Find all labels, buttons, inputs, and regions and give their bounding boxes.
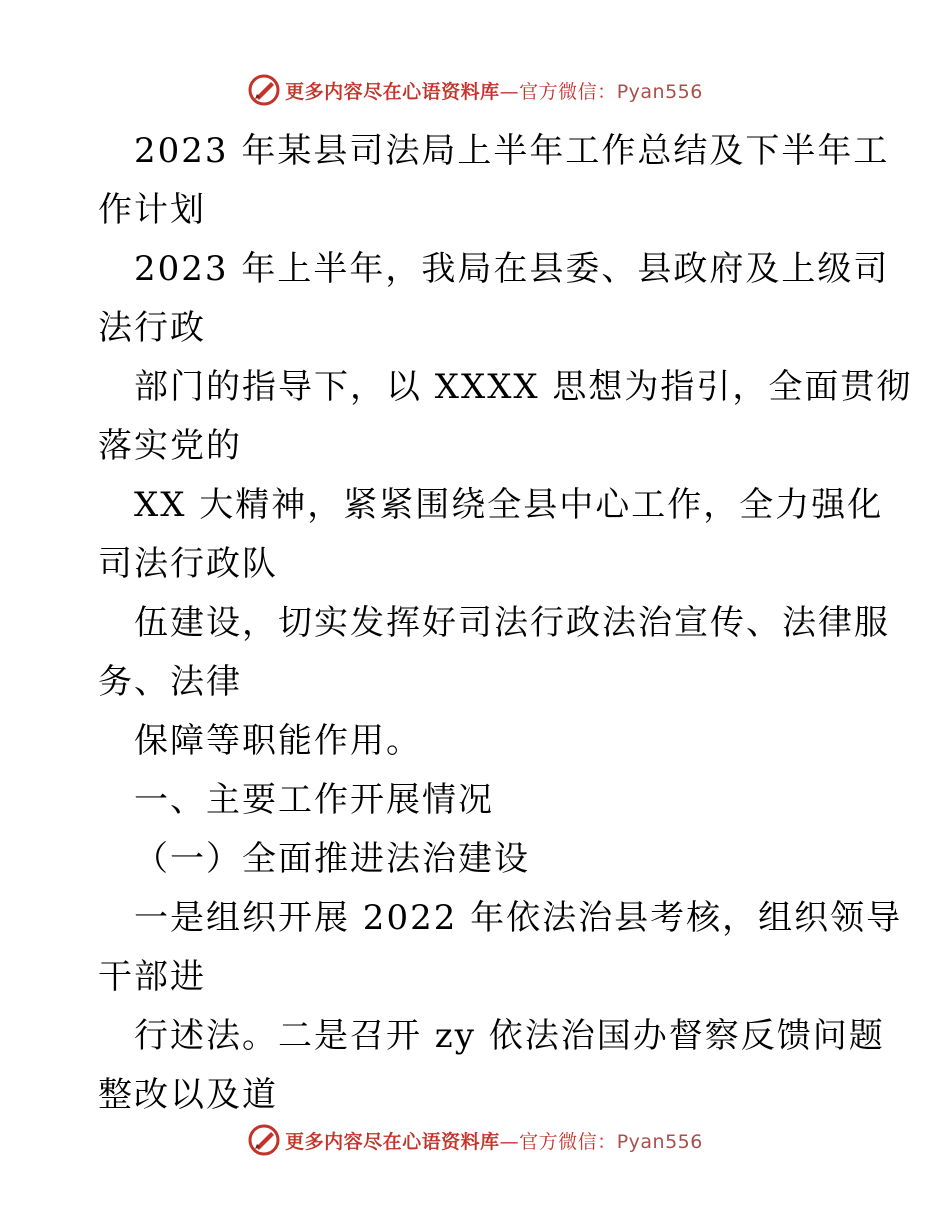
banner-wechat-label: —官方微信： <box>499 80 617 103</box>
doc-line: 干部进 <box>98 957 206 997</box>
doc-line: 2023 年某县司法局上半年工作总结及下半年工 <box>134 131 890 171</box>
banner-wechat-id: Pyan556 <box>616 80 703 103</box>
banner-wechat-id: Pyan556 <box>616 1130 703 1153</box>
document-body <box>98 122 913 1125</box>
doc-line: 2023 年上半年，我局在县委、县政府及上级司 <box>134 249 890 289</box>
doc-line: 落实党的 <box>98 426 242 466</box>
doc-line: 司法行政队 <box>98 544 278 584</box>
banner-library-text: 更多内容尽在心语资料库 <box>285 80 500 103</box>
doc-line: 作计划 <box>98 190 206 230</box>
subsection-heading: （一）全面推进法治建设 <box>134 839 530 879</box>
banner-library-text: 更多内容尽在心语资料库 <box>285 1130 500 1153</box>
doc-line: 务、法律 <box>98 662 242 702</box>
doc-line: 部门的指导下，以 XXXX 思想为指引，全面贯彻 <box>134 367 913 407</box>
footer-banner <box>0 1120 950 1160</box>
doc-line: 法行政 <box>98 308 206 348</box>
pen-logo-icon <box>247 73 281 107</box>
pen-logo-icon <box>247 1123 281 1157</box>
doc-line: 一是组织开展 2022 年依法治县考核，组织领导 <box>134 898 903 938</box>
doc-line: XX 大精神，紧紧围绕全县中心工作，全力强化 <box>134 485 884 525</box>
doc-line: 行述法。二是召开 zy 依法治国办督察反馈问题 <box>134 1016 885 1056</box>
section-heading: 一、主要工作开展情况 <box>134 780 494 820</box>
doc-line: 整改以及道 <box>98 1075 278 1115</box>
header-banner <box>0 70 950 110</box>
banner-wechat-label: —官方微信： <box>499 1130 617 1153</box>
doc-line: 保障等职能作用。 <box>134 721 422 761</box>
banner-text <box>285 77 703 104</box>
doc-line: 伍建设，切实发挥好司法行政法治宣传、法律服 <box>134 603 890 643</box>
banner-text <box>285 1127 703 1154</box>
